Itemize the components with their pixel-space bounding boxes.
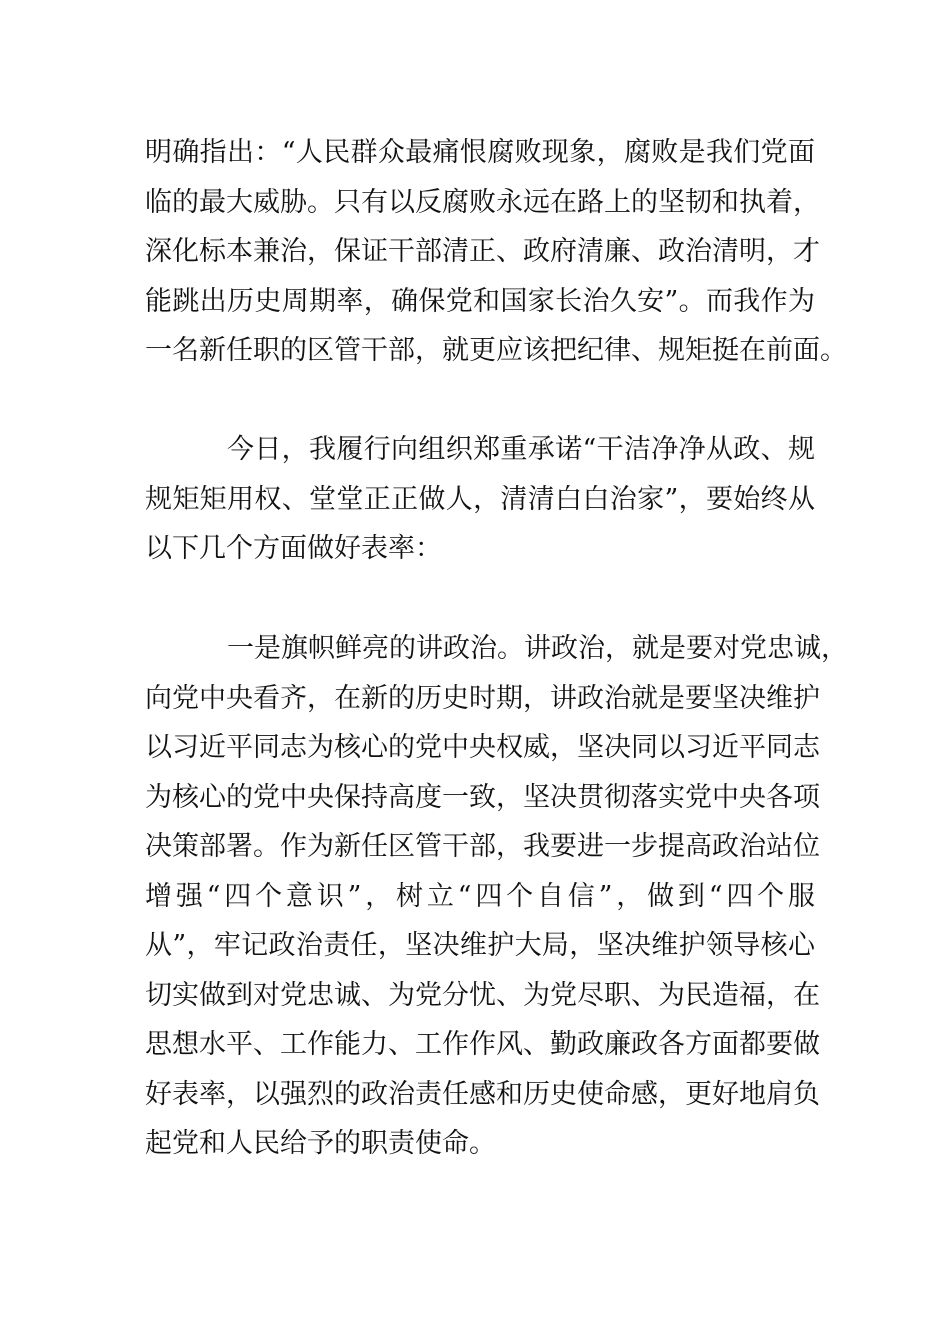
text-line: 明确指出：“人民群众最痛恨腐败现象，腐败是我们党面 [145, 137, 815, 168]
text-line: 切实做到对党忠诚、为党分忧、为党尽职、为民造福，在 [145, 979, 820, 1011]
text-line: 为核心的党中央保持高度一致，坚决贯彻落实党中央各项 [145, 781, 820, 813]
text-line: 深化标本兼治，保证干部清正、政府清廉、政治清明，才 [145, 236, 820, 267]
paragraph-1 [145, 128, 847, 376]
text-line: 决策部署。作为新任区管干部，我要进一步提高政治站位 [145, 831, 820, 862]
text-line: 向党中央看齐，在新的历史时期，讲政治就是要坚决维护 [145, 682, 820, 714]
text-line: 思想水平、工作能力、工作作风、勤政廉政各方面都要做 [145, 1029, 820, 1060]
text-line: 增强“四个意识”，树立“四个自信”，做到“四个服 [145, 880, 815, 912]
text-line: 好表率，以强烈的政治责任感和历史使命感，更好地肩负 [145, 1078, 820, 1110]
text-line: 今日，我履行向组织郑重承诺“干洁净净从政、规 [227, 434, 815, 465]
text-line: 能跳出历史周期率，确保党和国家长治久安”。而我作为 [145, 285, 815, 317]
text-line: 从”，牢记政治责任，坚决维护大局，坚决维护领导核心 [145, 930, 815, 961]
paragraph-3 [145, 624, 848, 1169]
text-line: 规矩矩用权、堂堂正正做人，清清白白治家”，要始终从 [145, 483, 815, 515]
text-line: 以下几个方面做好表率： [145, 533, 442, 564]
text-line: 一名新任职的区管干部，就更应该把纪律、规矩挺在前面。 [145, 335, 847, 366]
text-line: 一是旗帜鲜亮的讲政治。讲政治，就是要对党忠诚， [227, 633, 848, 664]
text-line: 临的最大威胁。只有以反腐败永远在路上的坚韧和执着， [145, 186, 820, 218]
paragraph-2 [145, 425, 815, 574]
text-line: 以习近平同志为核心的党中央权威，坚决同以习近平同志 [145, 732, 820, 763]
text-line: 起党和人民给予的职责使命。 [145, 1128, 496, 1159]
